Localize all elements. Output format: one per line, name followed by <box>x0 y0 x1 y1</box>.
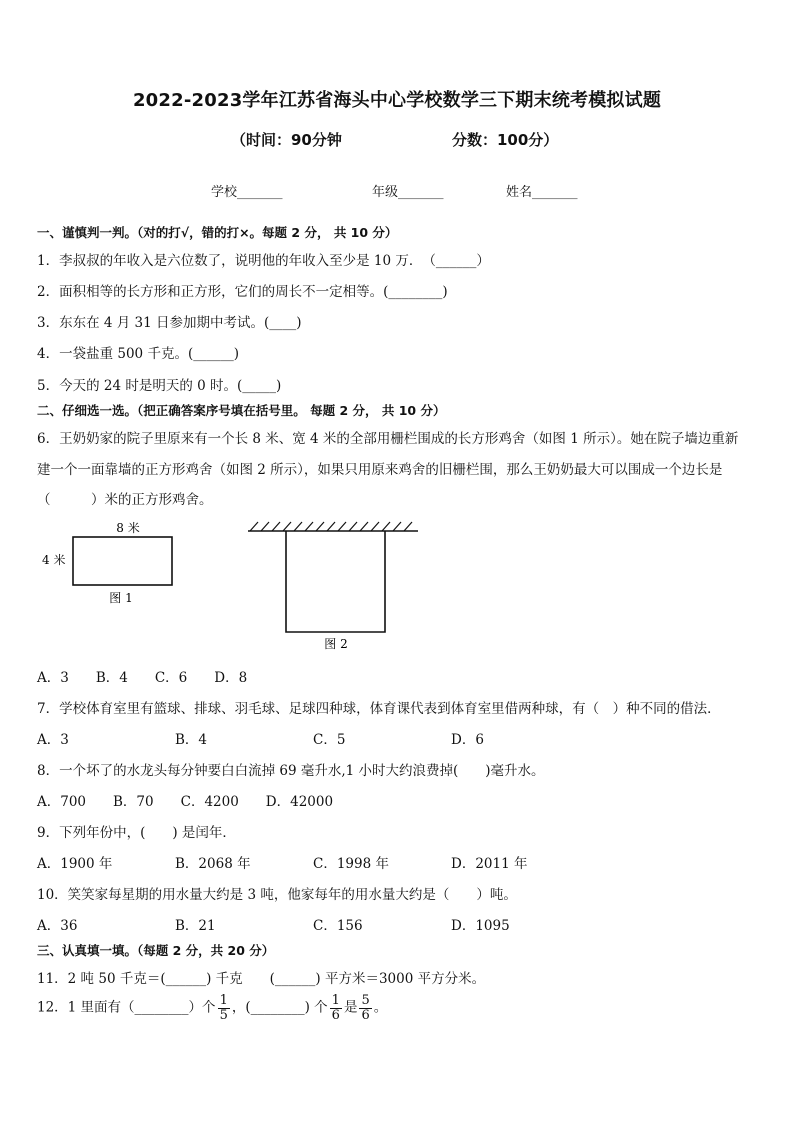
question-6-options: A．3 B．4 C．6 D．8 <box>37 670 248 686</box>
question-12 <box>37 994 387 1022</box>
question-9-option-c: C．1998 年 <box>313 856 389 872</box>
question-9-option-a: A．1900 年 <box>37 856 113 872</box>
question-9-option-b: B．2068 年 <box>175 856 251 872</box>
question-11: 11．2 吨 50 千克＝(______) 千克 (______) 平方米＝3000 平方分米。 <box>37 971 486 987</box>
figure-1-caption: 图 1 <box>109 591 133 605</box>
question-1: 1．李叔叔的年收入是六位数了，说明他的年收入至少是 10 万． （______） <box>37 253 490 269</box>
section-3-heading: 三、认真填一填。（每题 2 分，共 20 分） <box>37 943 275 958</box>
figure-2-wall-hatching <box>250 522 412 531</box>
question-10: 10．笑笑家每星期的用水量大约是 3 吨，他家每年的用水量大约是（ ）吨。 <box>37 887 517 903</box>
question-12-is: 是 <box>343 999 358 1016</box>
fraction-denominator: 6 <box>331 1007 340 1023</box>
page-title: 2022-2023学年江苏省海头中心学校数学三下期末统考模拟试题 <box>132 90 662 111</box>
question-12-middle: ，(________) 个 <box>231 999 328 1016</box>
question-3: 3．东东在 4 月 31 日参加期中考试。(____) <box>37 315 302 331</box>
question-10-option-b: B．21 <box>175 918 216 934</box>
question-7-option-d: D．6 <box>451 732 484 748</box>
fraction-denominator: 5 <box>219 1007 228 1023</box>
figure-1-rectangle <box>73 537 172 585</box>
question-12-prefix: 12．1 里面有（________）个 <box>37 999 216 1016</box>
school-field[interactable]: 学校_______ <box>211 185 283 200</box>
grade-field[interactable]: 年级_______ <box>372 185 444 200</box>
question-12-end: 。 <box>373 999 388 1016</box>
question-10-option-d: D．1095 <box>451 918 510 934</box>
fraction-denominator: 6 <box>361 1007 370 1023</box>
exam-time: （时间：90分钟 <box>231 131 342 149</box>
question-2: 2．面积相等的长方形和正方形，它们的周长不一定相等。(________) <box>37 284 448 300</box>
question-7-option-b: B．4 <box>175 732 208 748</box>
fraction-numerator: 1 <box>331 993 340 1008</box>
exam-score: 分数：100分） <box>452 131 559 149</box>
figure-2-caption: 图 2 <box>324 637 348 651</box>
fraction-numerator: 5 <box>361 993 370 1008</box>
question-10-option-a: A．36 <box>37 918 78 934</box>
question-8: 8．一个坏了的水龙头每分钟要白白流掉 69 毫升水,1 小时大约浪费掉( )毫升水。 <box>37 763 545 779</box>
figure-1-length-label: 8 米 <box>116 521 140 535</box>
question-6-figures <box>0 510 794 660</box>
question-7-option-c: C．5 <box>313 732 346 748</box>
question-10-option-c: C．156 <box>313 918 363 934</box>
question-5: 5．今天的 24 时是明天的 0 时。(_____) <box>37 378 282 394</box>
fraction-five-sixths <box>359 994 371 1022</box>
question-6-line-3: （ ）米的正方形鸡舍。 <box>37 492 213 508</box>
question-9: 9．下列年份中，( ) 是闰年． <box>37 825 236 841</box>
section-1-heading: 一、谨慎判一判。（对的打√，错的打×。每题 2 分， 共 10 分） <box>37 225 398 240</box>
figure-1 <box>42 520 172 605</box>
fraction-numerator: 1 <box>219 993 228 1008</box>
question-4: 4．一袋盐重 500 千克。(______) <box>37 346 239 362</box>
question-7-option-a: A．3 <box>37 732 69 748</box>
fraction-one-sixth <box>330 994 342 1022</box>
figure-2-square-fence <box>286 531 385 632</box>
question-6-line-1: 6．王奶奶家的院子里原来有一个长 8 米、宽 4 米的全部用栅栏围成的长方形鸡舍（如图 1 所示）。她在院子墙边重新 <box>37 431 739 447</box>
question-6-line-2: 建一个一面靠墙的正方形鸡舍（如图 2 所示），如果只用原来鸡舍的旧栅栏围，那么王奶奶最大可以围成一个边长是 <box>37 462 723 478</box>
figure-1-width-label: 4 米 <box>42 553 66 567</box>
fraction-one-fifth <box>218 994 230 1022</box>
question-8-options: A．700 B．70 C．4200 D．42000 <box>37 794 334 810</box>
question-7: 7．学校体育室里有篮球、排球、羽毛球、足球四种球，体育课代表到体育室里借两种球，有（ ）种不同的借法． <box>37 701 721 717</box>
figure-2 <box>248 522 418 651</box>
question-9-option-d: D．2011 年 <box>451 856 528 872</box>
section-2-heading: 二、仔细选一选。（把正确答案序号填在括号里。 每题 2 分， 共 10 分） <box>37 403 446 418</box>
name-field[interactable]: 姓名_______ <box>506 185 578 200</box>
